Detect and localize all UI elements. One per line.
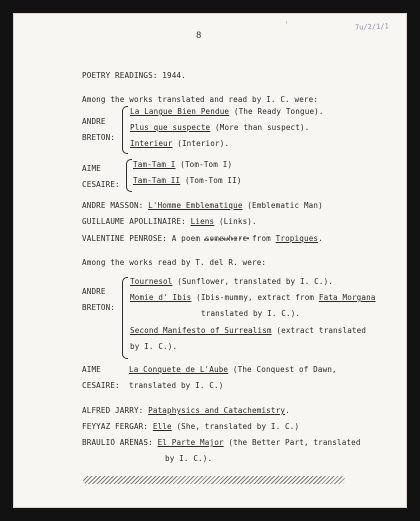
author-andre: ANDRE [82, 117, 106, 126]
work-title: El Parte Major [157, 438, 224, 447]
author-masson: ANDRE MASSON: [82, 201, 144, 210]
work-title: Momie d' Ibis [130, 293, 192, 302]
intro-ic: Among the works translated and read by I. C. were: [82, 95, 319, 104]
penrose-line: VALENTINE PENROSE: A poem somewhere from Tropiques. [82, 234, 323, 243]
masson-line [82, 201, 323, 210]
page-title: POETRY READINGS: 1944. [82, 71, 186, 80]
work-title: Elle [152, 422, 172, 431]
author-apollinaire: GUILLAUME APOLLINAIRE: [82, 217, 186, 226]
author-arenas: BRAULIO ARENAS: [82, 438, 153, 447]
work-line [130, 326, 366, 335]
work-title: La Conquete de L'Aube [129, 365, 229, 374]
author-cesaire: CESAIRE: [82, 180, 120, 189]
work-line [130, 293, 376, 302]
work-title: Tam-Tam II [133, 176, 181, 185]
work-note: (extract translated [271, 326, 367, 335]
work-title: L'Homme Emblematique [148, 201, 243, 210]
pencil-tick-mark: ˈ [283, 21, 289, 31]
work-title: Plus que suspecte [130, 123, 211, 132]
arenas-line [82, 438, 361, 447]
work-title: Tropiques [275, 234, 319, 243]
jarry-line: ALFRED JARRY: Pataphysics and Catachemistry. [82, 406, 290, 415]
work-title: Tournesol [130, 277, 173, 286]
work-line [130, 107, 324, 116]
author-penrose: VALENTINE PENROSE: [82, 234, 167, 243]
page-number: 8 [196, 31, 202, 41]
work-title: Liens [190, 217, 215, 226]
work-title: La Langue Bien Pendue [130, 107, 230, 116]
work-note: (She, translated by I. C.) [171, 422, 300, 431]
author-cesaire: CESAIRE: [82, 381, 120, 390]
work-title: Second Manifesto of Surrealism [130, 326, 272, 335]
author-breton: BRETON: [82, 133, 116, 142]
author-aime: AIME [82, 164, 101, 173]
brace [126, 159, 132, 192]
work-note: (Links). [214, 217, 257, 226]
struck-out-word: somewhere [204, 234, 248, 243]
document-page [13, 13, 407, 508]
work-note: (The Conquest of Dawn, [228, 365, 337, 374]
brace [122, 277, 128, 359]
work-title: Pataphysics and Catachemistry [148, 406, 286, 415]
work-note: (the Better Part, translated [223, 438, 361, 447]
work-line-continued: by I. C.). [165, 454, 213, 463]
author-andre: ANDRE [82, 287, 106, 296]
work-line [130, 139, 229, 148]
work-note: (Ibis-mummy, extract from [191, 293, 319, 302]
work-line [129, 365, 337, 374]
archive-mark: 7u/2/1/1 [355, 22, 390, 32]
author-fergar: FEYYAZ FERGAR: [82, 422, 149, 431]
intro-tdr: Among the works read by T. del R. were: [82, 258, 267, 267]
apollinaire-line [82, 217, 257, 226]
work-note: (Sunflower, translated by I. C.). [172, 277, 334, 286]
work-title: Fata Morgana [318, 293, 376, 302]
work-note: (Emblematic Man) [242, 201, 323, 210]
work-title: Tam-Tam I [133, 160, 176, 169]
work-line-continued: by I. C.). [130, 342, 178, 351]
work-note: (More than suspect). [210, 123, 310, 132]
work-line [133, 160, 232, 169]
author-aime: AIME [82, 365, 101, 374]
work-line [130, 123, 309, 132]
work-line [130, 277, 333, 286]
brace [122, 106, 128, 154]
author-breton: BRETON: [82, 303, 116, 312]
work-line-continued: translated by I. C.) [129, 381, 224, 390]
author-jarry: ALFRED JARRY: [82, 406, 144, 415]
work-note: (Tom-Tom I) [175, 160, 233, 169]
work-line-continued: translated by I. C.). [201, 309, 301, 318]
work-note: (The Ready Tongue). [229, 107, 324, 116]
fergar-line [82, 422, 299, 431]
work-note: (Tom-Tom II) [180, 176, 242, 185]
work-note: (Interior). [172, 139, 230, 148]
work-title: Interieur [130, 139, 173, 148]
work-line [133, 176, 242, 185]
crossed-out-line [83, 476, 345, 484]
